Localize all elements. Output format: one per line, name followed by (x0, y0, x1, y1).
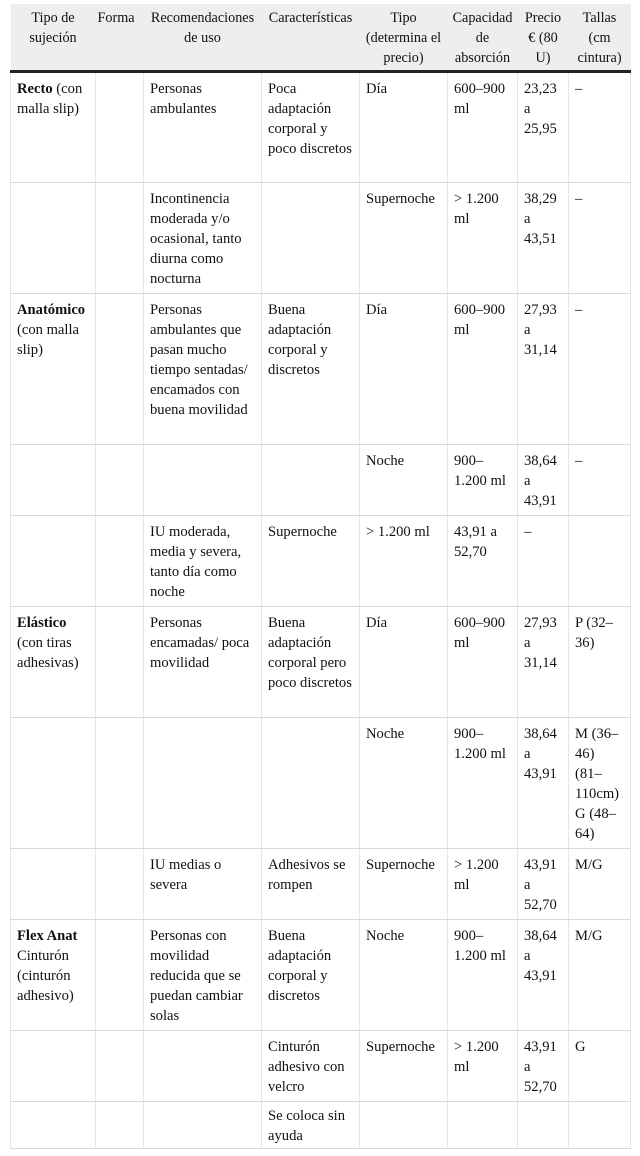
cell-caracteristicas: Se coloca sin ayuda (262, 1102, 360, 1149)
cell-tallas (569, 516, 631, 607)
cell-caracteristicas (262, 445, 360, 516)
cell-tipo: Supernoche (360, 1031, 448, 1102)
cell-forma (96, 1102, 144, 1149)
cell-tallas: – (569, 183, 631, 294)
cell-tipo: Supernoche (360, 849, 448, 920)
sujecion-detail: (con tiras adhesivas) (17, 635, 79, 671)
cell-capacidad: 900–1.200 ml (448, 445, 518, 516)
cell-tipo-sujecion (11, 72, 96, 183)
cell-recomendaciones: Incontinencia moderada y/o ocasional, tanto diurna como nocturna (144, 183, 262, 294)
cell-precio: 38,29 a 43,51 (518, 183, 569, 294)
cell-capacidad: 600–900 ml (448, 607, 518, 718)
cell-tipo (360, 1102, 448, 1149)
header-tipo-sujecion: Tipo de sujeción (11, 4, 96, 72)
cell-tallas: G (569, 1031, 631, 1102)
table-row (11, 183, 631, 294)
header-forma: Forma (96, 4, 144, 72)
cell-recomendaciones: Personas con movilidad reducida que se puedan cambiar solas (144, 920, 262, 1031)
cell-caracteristicas: Adhesivos se rompen (262, 849, 360, 920)
incontinence-products-table (10, 4, 631, 1149)
table-row (11, 516, 631, 607)
sujecion-detail: (con malla slip) (17, 322, 79, 358)
sujecion-detail: (con malla slip) (17, 81, 83, 117)
cell-forma (96, 445, 144, 516)
cell-tipo: Día (360, 294, 448, 445)
table-row (11, 1031, 631, 1102)
cell-precio: 27,93 a 31,14 (518, 607, 569, 718)
cell-recomendaciones: Personas encamadas/ poca movilidad (144, 607, 262, 718)
header-capacidad: Capacidad de absorción (448, 4, 518, 72)
cell-tipo-sujecion (11, 445, 96, 516)
cell-forma (96, 1031, 144, 1102)
sujecion-name: Recto (17, 81, 53, 97)
table-row (11, 294, 631, 445)
cell-tallas: M/G (569, 849, 631, 920)
cell-forma (96, 183, 144, 294)
table-row (11, 72, 631, 183)
cell-tallas: – (569, 72, 631, 183)
cell-capacidad (448, 1102, 518, 1149)
cell-caracteristicas (262, 183, 360, 294)
cell-capacidad: 600–900 ml (448, 72, 518, 183)
cell-recomendaciones: Personas ambulantes (144, 72, 262, 183)
header-tipo: Tipo (determina el precio) (360, 4, 448, 72)
cell-tipo-sujecion (11, 183, 96, 294)
sujecion-name: Anatómico (17, 302, 86, 318)
cell-capacidad: > 1.200 ml (448, 183, 518, 294)
cell-tallas: P (32–36) (569, 607, 631, 718)
cell-tipo: Día (360, 607, 448, 718)
cell-forma (96, 516, 144, 607)
cell-tallas: M/G (569, 920, 631, 1031)
cell-tipo: Día (360, 72, 448, 183)
cell-capacidad: 600–900 ml (448, 294, 518, 445)
cell-caracteristicas: Poca adaptación corporal y poco discretos (262, 72, 360, 183)
cell-caracteristicas: Buena adaptación corporal pero poco discretos (262, 607, 360, 718)
table-row (11, 607, 631, 718)
cell-caracteristicas: Cinturón adhesivo con velcro (262, 1031, 360, 1102)
cell-caracteristicas: Buena adaptación corporal y discretos (262, 920, 360, 1031)
cell-tipo-sujecion (11, 294, 96, 445)
cell-tipo-sujecion (11, 516, 96, 607)
cell-precio: – (518, 516, 569, 607)
cell-precio (518, 1102, 569, 1149)
cell-forma (96, 718, 144, 849)
cell-capacidad: 900–1.200 ml (448, 718, 518, 849)
cell-recomendaciones: IU moderada, media y severa, tanto día como noche (144, 516, 262, 607)
cell-caracteristicas: Buena adaptación corporal y discretos (262, 294, 360, 445)
cell-tallas: – (569, 294, 631, 445)
cell-recomendaciones (144, 1102, 262, 1149)
cell-tipo-sujecion (11, 1102, 96, 1149)
cell-precio: 43,91 a 52,70 (518, 1031, 569, 1102)
cell-tipo: > 1.200 ml (360, 516, 448, 607)
cell-capacidad: 43,91 a 52,70 (448, 516, 518, 607)
cell-tipo: Supernoche (360, 183, 448, 294)
cell-tallas: M (36–46) (81–110cm) G (48–64) (569, 718, 631, 849)
sujecion-name: Elástico (17, 615, 67, 631)
cell-recomendaciones (144, 718, 262, 849)
sujecion-name: Flex Anat (17, 928, 78, 944)
table-body (11, 72, 631, 1149)
cell-forma (96, 294, 144, 445)
cell-precio: 27,93 a 31,14 (518, 294, 569, 445)
cell-capacidad: > 1.200 ml (448, 1031, 518, 1102)
table-row (11, 718, 631, 849)
header-recomendaciones: Recomendaciones de uso (144, 4, 262, 72)
table-row (11, 1102, 631, 1149)
cell-forma (96, 607, 144, 718)
cell-tipo: Noche (360, 718, 448, 849)
cell-recomendaciones (144, 445, 262, 516)
table-row (11, 849, 631, 920)
cell-precio: 23,23 a 25,95 (518, 72, 569, 183)
cell-tipo-sujecion (11, 607, 96, 718)
table-row (11, 920, 631, 1031)
cell-capacidad: 900–1.200 ml (448, 920, 518, 1031)
cell-forma (96, 72, 144, 183)
incontinence-products-table-container (10, 4, 630, 1149)
cell-tipo-sujecion (11, 1031, 96, 1102)
header-caracteristicas: Características (262, 4, 360, 72)
cell-forma (96, 920, 144, 1031)
cell-tipo-sujecion (11, 849, 96, 920)
cell-precio: 38,64 a 43,91 (518, 718, 569, 849)
header-precio: Precio € (80 U) (518, 4, 569, 72)
table-header-row (11, 4, 631, 72)
cell-tallas (569, 1102, 631, 1149)
cell-tipo-sujecion (11, 920, 96, 1031)
header-tallas: Tallas (cm cintura) (569, 4, 631, 72)
cell-tipo: Noche (360, 445, 448, 516)
cell-forma (96, 849, 144, 920)
cell-tipo-sujecion (11, 718, 96, 849)
cell-caracteristicas (262, 718, 360, 849)
cell-recomendaciones: IU medias o severa (144, 849, 262, 920)
cell-tallas: – (569, 445, 631, 516)
cell-precio: 43,91 a 52,70 (518, 849, 569, 920)
cell-tipo: Noche (360, 920, 448, 1031)
cell-recomendaciones: Personas ambulantes que pasan mucho tiempo sentadas/ encamados con buena movilidad (144, 294, 262, 445)
cell-recomendaciones (144, 1031, 262, 1102)
cell-precio: 38,64 a 43,91 (518, 445, 569, 516)
sujecion-detail: Cinturón (cinturón adhesivo) (17, 948, 74, 1004)
table-row (11, 445, 631, 516)
cell-capacidad: > 1.200 ml (448, 849, 518, 920)
cell-caracteristicas: Supernoche (262, 516, 360, 607)
cell-precio: 38,64 a 43,91 (518, 920, 569, 1031)
